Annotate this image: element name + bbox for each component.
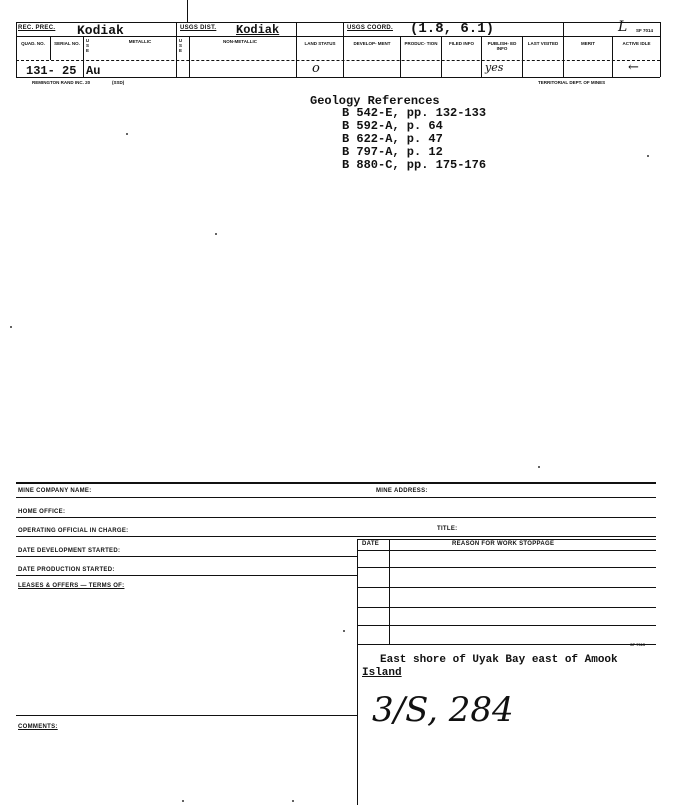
- corner-mark: L: [618, 19, 628, 35]
- record-quad-serial: 131- 25: [26, 64, 77, 78]
- references-list: [342, 107, 486, 172]
- mine-company-name-label: MINE COMPANY NAME:: [18, 488, 92, 494]
- col-quad-no: QUAD. NO.: [21, 41, 45, 46]
- scan-speck: [215, 233, 217, 235]
- reason-column-label: REASON FOR WORK STOPPAGE: [452, 541, 555, 547]
- reference-item: B 542-E, pp. 132-133: [342, 106, 487, 120]
- col-serial-no: SERIAL NO.: [54, 41, 80, 46]
- col-production: PRODUC- TION: [404, 41, 438, 46]
- reference-item: B 622-A, p. 47: [342, 132, 443, 146]
- col-merit: MERIT: [581, 41, 595, 46]
- location-note: [362, 654, 652, 680]
- record-metallic: Au: [86, 64, 101, 78]
- location-note-line2: Island: [362, 667, 402, 679]
- col-published-info: PUBLISH- ED INFO: [487, 41, 517, 51]
- usgs-dist-label: USGS DIST.: [180, 25, 217, 31]
- handwritten-number: 3/S, 284: [372, 690, 514, 730]
- date-development-started-label: DATE DEVELOPMENT STARTED:: [18, 548, 121, 554]
- leases-offers-label: LEASES & OFFERS — TERMS OF:: [18, 583, 125, 589]
- scan-speck: [182, 800, 184, 802]
- record-land-status: o: [312, 61, 320, 76]
- usgs-dist-value: Kodiak: [236, 23, 280, 37]
- code-line: (SSD): [112, 80, 125, 85]
- title-label: TITLE:: [437, 526, 458, 532]
- col-development: DEVELOP- MENT: [353, 41, 391, 46]
- record-published-info: yes: [485, 61, 504, 74]
- form-number-2: SF 7015: [630, 642, 646, 647]
- scan-speck: [292, 800, 294, 802]
- reference-item: B 592-A, p. 64: [342, 119, 443, 133]
- record-active-idle: ←: [628, 60, 639, 75]
- rec-prec-value: Kodiak: [77, 23, 124, 38]
- references-title: Geology References: [310, 94, 440, 108]
- reference-item: B 880-C, pp. 175-176: [342, 158, 487, 172]
- mine-address-label: MINE ADDRESS:: [376, 488, 428, 494]
- col-last-visited: LAST VISITED: [527, 41, 559, 46]
- col-land-status: LAND STATUS: [304, 41, 336, 46]
- usgs-coord-label: USGS COORD.: [347, 25, 393, 31]
- col-use-1: U S E: [85, 38, 90, 53]
- operating-official-label: OPERATING OFFICIAL IN CHARGE:: [18, 528, 129, 534]
- rec-prec-label: REC. PREC.: [18, 25, 56, 31]
- col-use-2: U S E: [178, 38, 183, 53]
- col-active-idle: ACTIVE IDLE: [622, 41, 651, 46]
- date-production-started-label: DATE PRODUCTION STARTED:: [18, 567, 115, 573]
- col-metallic: METALLIC: [128, 39, 152, 44]
- location-note-line1: East shore of Uyak Bay east of Amook: [380, 654, 618, 666]
- scan-speck: [647, 155, 649, 157]
- home-office-label: HOME OFFICE:: [18, 509, 66, 515]
- usgs-coord-value: (1.8, 6.1): [410, 21, 495, 37]
- scan-speck: [343, 630, 345, 632]
- col-filed-info: FILED INFO: [449, 41, 474, 46]
- col-non-metallic: NON-METALLIC: [223, 39, 257, 44]
- scan-speck: [538, 466, 540, 468]
- date-column-label: DATE: [362, 541, 380, 547]
- department-line: TERRITORIAL DEPT. OF MINES: [538, 80, 606, 85]
- printer-line: REMINGTON RAND INC. 20: [32, 80, 91, 85]
- comments-label: COMMENTS:: [18, 724, 58, 730]
- reference-item: B 797-A, p. 12: [342, 145, 443, 159]
- scan-speck: [126, 133, 128, 135]
- scan-speck: [10, 326, 12, 328]
- form-number: SF 7014: [636, 28, 654, 33]
